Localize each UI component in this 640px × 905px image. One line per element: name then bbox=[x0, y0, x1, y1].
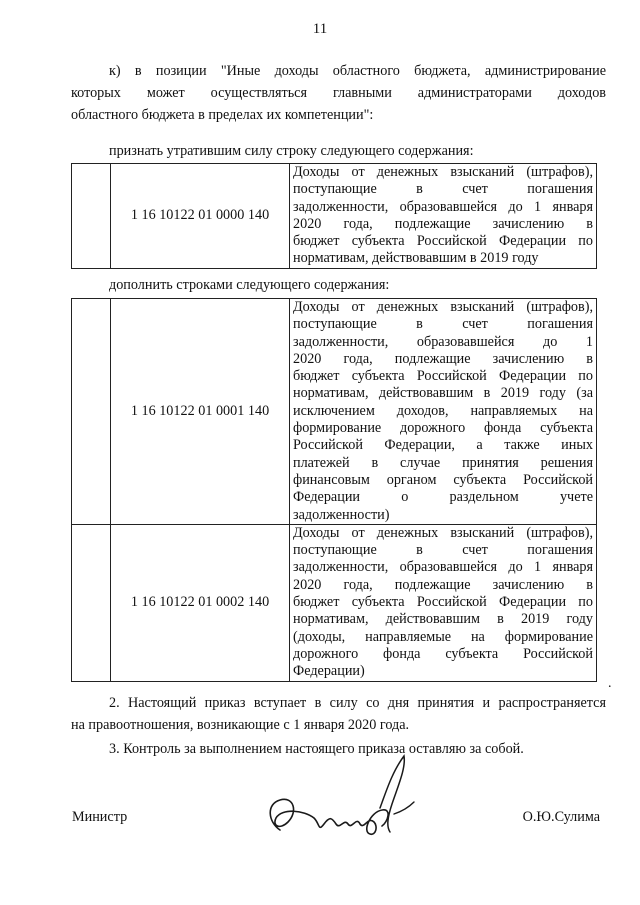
intro-paragraph bbox=[71, 60, 606, 126]
description-line: (доходы, направляемые на формирование bbox=[293, 628, 593, 645]
description-line: бюджет субъекта Российской Федерации по bbox=[293, 233, 593, 250]
signatory-role: Министр bbox=[72, 809, 128, 825]
item-3-paragraph: 3. Контроль за выполнением настоящего приказа оставляю за собой. bbox=[109, 741, 524, 757]
item-2-line-1: 2. Настоящий приказ вступает в силу со дня принятия и распространяется bbox=[109, 695, 606, 711]
description-line: нормативам, действовавшим в 2019 году bbox=[293, 611, 593, 628]
description-line: 2020 года, подлежащие зачислению в bbox=[293, 215, 593, 232]
description-line: бюджет субъекта Российской Федерации по bbox=[293, 594, 593, 611]
description-line: задолженности, образовавшейся до 1 bbox=[293, 333, 593, 350]
table-row bbox=[72, 524, 597, 681]
handwritten-signature bbox=[258, 752, 418, 852]
description-line: 2020 года, подлежащие зачислению в bbox=[293, 576, 593, 593]
description-line: финансовым органом субъекта Российской bbox=[293, 471, 593, 488]
intro-line-3: областного бюджета в пределах их компетенции": bbox=[71, 107, 374, 123]
empty-cell bbox=[72, 164, 111, 269]
description-line: 2020 года, подлежащие зачислению в bbox=[293, 350, 593, 367]
intro-line-2: которых может осуществляться главными администраторами доходов bbox=[71, 85, 606, 101]
description-line: нормативам, действовавшим в 2019 году bbox=[293, 250, 539, 267]
budget-code: 1 16 10122 01 0001 140 bbox=[111, 299, 290, 525]
description-line: дорожного фонда субъекта Российской bbox=[293, 645, 593, 662]
description-line: задолженности, образовавшейся до 1 января bbox=[293, 198, 593, 215]
description-line: нормативам, действовавшим в 2019 году (за bbox=[293, 385, 593, 402]
budget-code: 1 16 10122 01 0002 140 bbox=[111, 524, 290, 681]
description-line: задолженности, образовавшейся до 1 января bbox=[293, 559, 593, 576]
empty-cell bbox=[72, 524, 111, 681]
income-description bbox=[290, 524, 597, 681]
description-line: Российской Федерации, а также иных bbox=[293, 437, 593, 454]
removed-rows-table bbox=[71, 163, 597, 269]
add-label: дополнить строками следующего содержания: bbox=[109, 277, 390, 293]
description-line: задолженности) bbox=[293, 506, 390, 523]
income-description bbox=[290, 164, 597, 269]
budget-code: 1 16 10122 01 0000 140 bbox=[111, 164, 290, 269]
description-line: Федерации) bbox=[293, 663, 365, 680]
description-line: Федерации о раздельном учете bbox=[293, 489, 593, 506]
description-line: Доходы от денежных взысканий (штрафов), bbox=[293, 524, 593, 541]
description-line: бюджет субъекта Российской Федерации по bbox=[293, 368, 593, 385]
remove-label: признать утратившим силу строку следующего содержания: bbox=[109, 143, 474, 159]
page-number: 11 bbox=[312, 21, 328, 37]
description-line: платежей в случае принятия решения bbox=[293, 454, 593, 471]
description-line: Доходы от денежных взысканий (штрафов), bbox=[293, 299, 593, 315]
empty-cell bbox=[72, 299, 111, 525]
item-2-line-2: на правоотношения, возникающие с 1 января 2020 года. bbox=[71, 717, 410, 733]
table-row bbox=[72, 164, 597, 269]
item-2-paragraph bbox=[71, 692, 606, 736]
intro-line-1: к) в позиции "Иные доходы областного бюджета, администрирование bbox=[109, 63, 606, 79]
description-line: формирование дорожного фонда субъекта bbox=[293, 420, 593, 437]
description-line: поступающие в счет погашения bbox=[293, 542, 593, 559]
income-description bbox=[290, 299, 597, 525]
signatory-name: О.Ю.Сулима bbox=[522, 809, 600, 825]
description-line: исключением доходов, направляемых на bbox=[293, 402, 593, 419]
description-line: Доходы от денежных взысканий (штрафов), bbox=[293, 164, 593, 180]
table-row bbox=[72, 299, 597, 525]
description-line: поступающие в счет погашения bbox=[293, 316, 593, 333]
added-rows-table bbox=[71, 298, 597, 682]
description-line: поступающие в счет погашения bbox=[293, 181, 593, 198]
trailing-mark: . bbox=[608, 676, 612, 691]
